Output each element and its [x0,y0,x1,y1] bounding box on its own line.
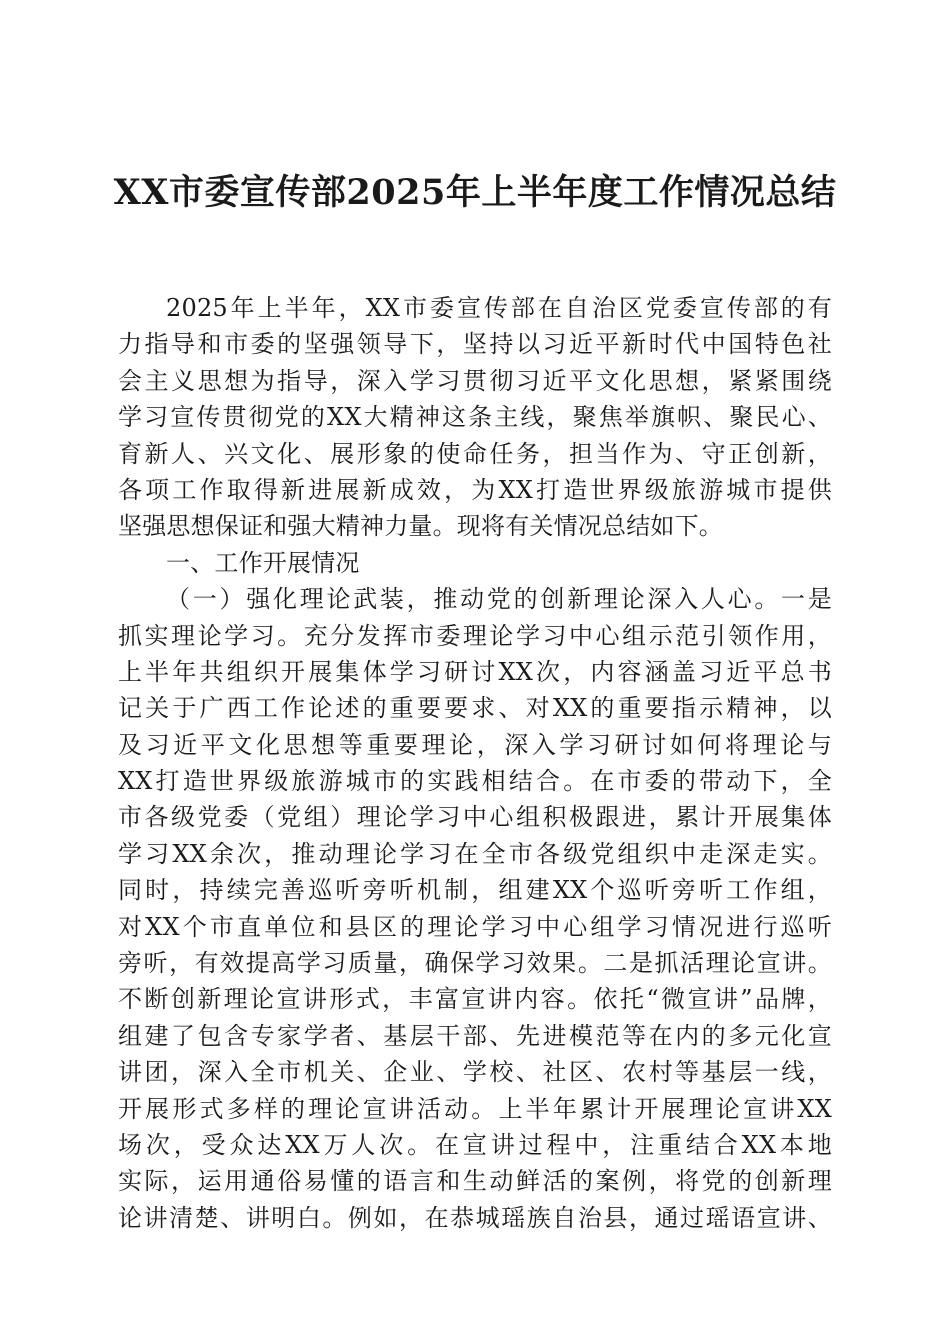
paragraph-line: 开展形式多样的理论宣讲活动。上半年累计开展理论宣讲XX [118,1094,832,1123]
paragraph-line: 组建了包含专家学者、基层干部、先进模范等在内的多元化宣 [118,1021,832,1050]
paragraph-line: 2025年上半年，XX市委宣传部在自治区党委宣传部的有 [166,294,832,322]
paragraph-line: 不断创新理论宣讲形式，丰富宣讲内容。依托“微宣讲”品牌， [118,985,832,1014]
document-title: XX市委宣传部2025年上半年度工作情况总结 [113,172,837,213]
paragraph-line: 实际，运用通俗易懂的语言和生动鲜活的案例，将党的创新理 [118,1167,832,1196]
paragraph-line: 旁听，有效提高学习质量，确保学习效果。二是抓活理论宣讲。 [118,949,832,978]
paragraph-line: 上半年共组织开展集体学习研讨XX次，内容涵盖习近平总书 [118,657,832,686]
paragraph-line: 讲团，深入全市机关、企业、学校、社区、农村等基层一线， [118,1058,832,1087]
paragraph-line: 论讲清楚、讲明白。例如，在恭城瑶族自治县，通过瑶语宣讲、 [118,1203,832,1232]
paragraph-line: 抓实理论学习。充分发挥市委理论学习中心组示范引领作用， [118,621,832,650]
paragraph-line: 会主义思想为指导，深入学习贯彻习近平文化思想，紧紧围绕 [118,366,832,395]
document-body [118,290,832,1236]
paragraph-line: 及习近平文化思想等重要理论，深入学习研讨如何将理论与 [118,730,832,759]
paragraph-line: 力指导和市委的坚强领导下，坚持以习近平新时代中国特色社 [118,330,832,359]
paragraph-line: 学习宣传贯彻党的XX大精神这条主线，聚焦举旗帜、聚民心、 [118,403,832,432]
paragraph-line: XX打造世界级旅游城市的实践相结合。在市委的带动下，全 [118,767,832,796]
paragraph-line: 市各级党委（党组）理论学习中心组积极跟进，累计开展集体 [118,803,832,832]
paragraph-line: 各项工作取得新进展新成效，为XX打造世界级旅游城市提供 [118,475,832,504]
paragraph-line: （一）强化理论武装，推动党的创新理论深入人心。一是 [166,585,832,614]
paragraph-line: 同时，持续完善巡听旁听机制，组建XX个巡听旁听工作组， [118,876,832,905]
paragraph-line: 对XX个市直单位和县区的理论学习中心组学习情况进行巡听 [118,912,832,941]
paragraph-line: 育新人、兴文化、展形象的使命任务，担当作为、守正创新， [118,439,832,468]
paragraph-line: 坚强思想保证和强大精神力量。现将有关情况总结如下。 [118,512,723,541]
section-heading: 一、工作开展情况 [166,548,360,577]
paragraph-line: 场次，受众达XX万人次。在宣讲过程中，注重结合XX本地 [118,1130,832,1159]
paragraph-line: 记关于广西工作论述的重要要求、对XX的重要指示精神，以 [118,694,832,723]
paragraph-line: 学习XX余次，推动理论学习在全市各级党组织中走深走实。 [118,839,832,868]
